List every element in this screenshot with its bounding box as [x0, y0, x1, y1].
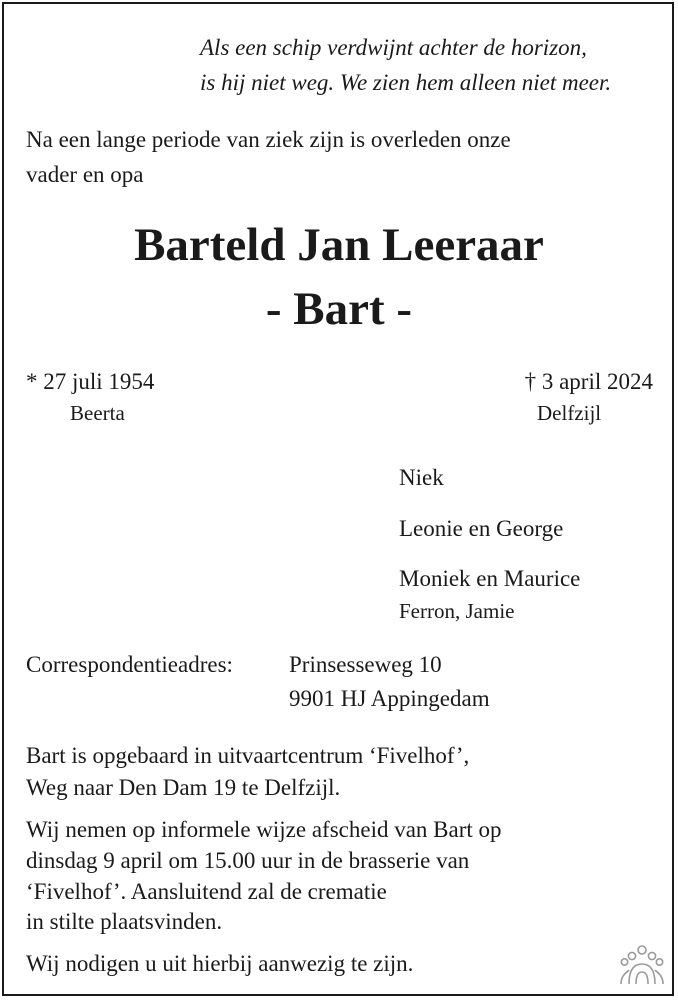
deceased-nickname: - Bart -	[265, 283, 413, 335]
grandchildren: Ferron, Jamie	[399, 599, 515, 623]
death-date: † 3 april 2024	[524, 369, 653, 394]
notice2-line-1: Wij nemen op informele wijze afscheid van Bart op	[26, 817, 502, 842]
poem-line-2: is hij niet weg. We zien hem alleen niet meer.	[200, 70, 612, 95]
notice2-line-4: in stilte plaatsvinden.	[26, 909, 223, 934]
birth-date: * 27 juli 1954	[26, 369, 155, 394]
people-group-logo-icon	[620, 944, 664, 986]
deceased-full-name: Barteld Jan Leeraar	[134, 219, 544, 271]
correspondence-label: Correspondentieadres:	[26, 652, 233, 677]
notice2-line-2: dinsdag 9 april om 15.00 uur in de brasserie van	[26, 848, 470, 873]
intro-line-1: Na een lange periode van ziek zijn is overleden onze	[26, 127, 511, 152]
closing-line: Wij nodigen u uit hierbij aanwezig te zijn.	[26, 951, 414, 976]
correspondence-street: Prinsesseweg 10	[289, 652, 442, 677]
poem-line-1: Als een schip verdwijnt achter de horizon,	[200, 35, 587, 60]
death-place: Delfzijl	[537, 401, 602, 425]
notice2-line-3: ‘Fivelhof’. Aansluitend zal de crematie	[26, 879, 387, 904]
notice1-line-2: Weg naar Den Dam 19 te Delfzijl.	[26, 775, 341, 800]
family-member-1: Niek	[399, 465, 444, 490]
family-member-2: Leonie en George	[399, 516, 564, 541]
intro-line-2: vader en opa	[26, 162, 144, 187]
correspondence-city: 9901 HJ Appingedam	[289, 686, 490, 711]
family-member-3: Moniek en Maurice	[399, 566, 581, 591]
birth-place: Beerta	[70, 401, 125, 425]
notice1-line-1: Bart is opgebaard in uitvaartcentrum ‘Fivelhof’,	[26, 743, 470, 768]
